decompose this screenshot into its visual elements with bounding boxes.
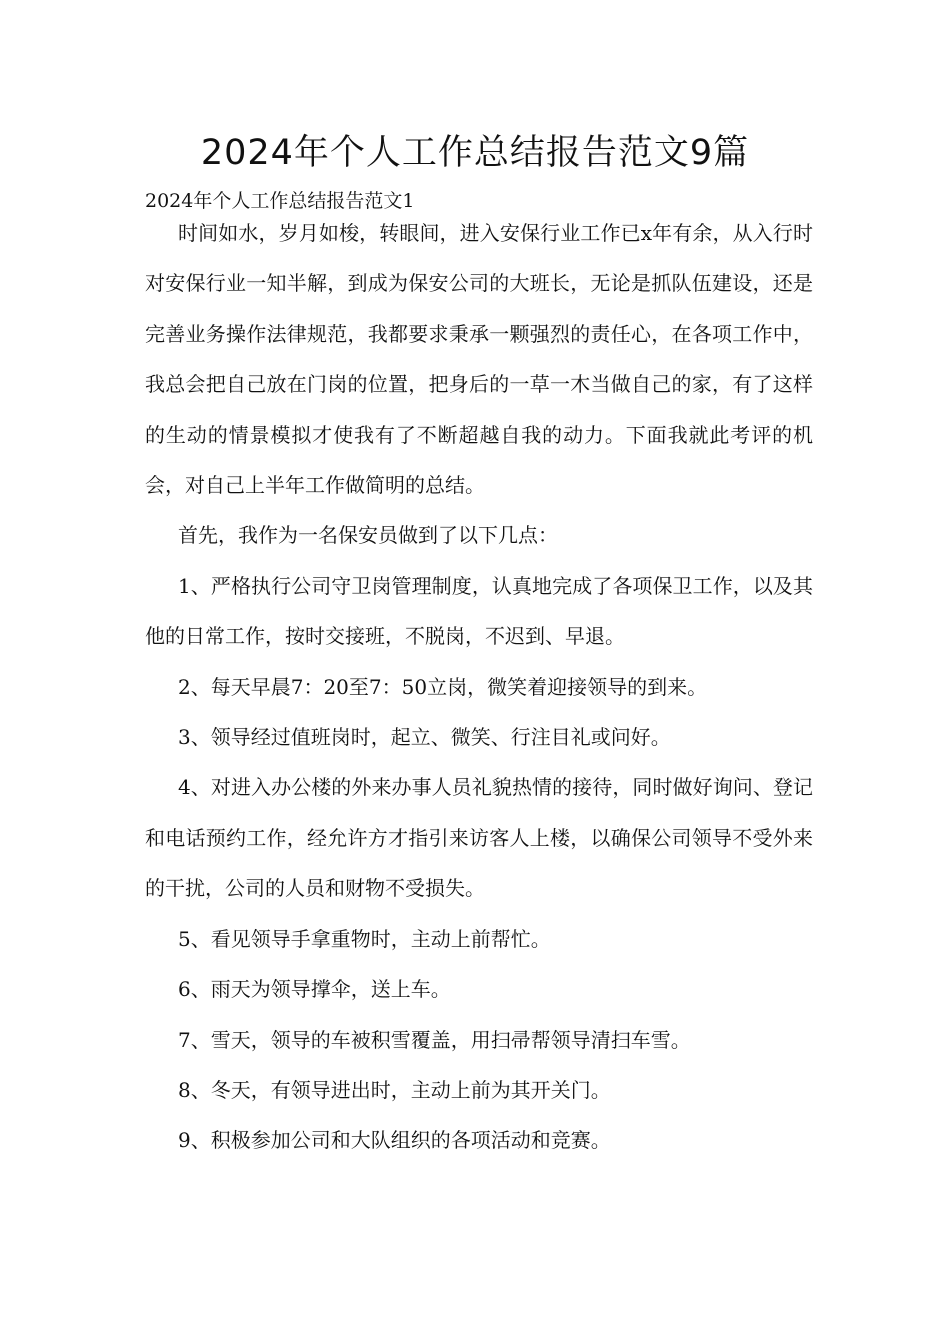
paragraph-list-intro: 首先，我作为一名保安员做到了以下几点： xyxy=(178,523,558,548)
list-item-1: 1、严格执行公司守卫岗管理制度，认真地完成了各项保卫工作，以及其他的日常工作，按时交接班，不脱岗，不迟到、早退。 xyxy=(145,573,813,649)
list-item-5: 5、看见领导手拿重物时，主动上前帮忙。 xyxy=(178,926,551,951)
list-item-7: 7、雪天，领导的车被积雪覆盖，用扫帚帮领导清扫车雪。 xyxy=(178,1027,691,1052)
document-body xyxy=(145,208,813,1166)
list-item-2: 2、每天早晨7：20至7：50立岗，微笑着迎接领导的到来。 xyxy=(178,674,708,699)
section-heading: 2024年个人工作总结报告范文1 xyxy=(145,190,415,212)
list-item-9: 9、积极参加公司和大队组织的各项活动和竞赛。 xyxy=(178,1128,611,1153)
list-item-6: 6、雨天为领导撑伞，送上车。 xyxy=(178,977,451,1002)
list-item-3: 3、领导经过值班岗时，起立、微笑、行注目礼或问好。 xyxy=(178,725,671,750)
document-title: 2024年个人工作总结报告范文9篇 xyxy=(200,133,750,173)
paragraph-intro: 时间如水，岁月如梭，转眼间，进入安保行业工作已x年有余，从入行时对安保行业一知半解，到成为保安公司的大班长，无论是抓队伍建设，还是完善业务操作法律规范，我都要求秉承一颗强烈的责任心，在各项工作中，我总会把自己放在门岗的位置，把身后的一草一木当做自己的家，有了这样的生动的情景模拟才使我有了不断超越自我的动力。下面我就此考评的机会，对自己上半年工作做简明的总结。 xyxy=(145,221,813,498)
list-item-4: 4、对进入办公楼的外来办事人员礼貌热情的接待，同时做好询问、登记和电话预约工作，经允许方才指引来访客人上楼，以确保公司领导不受外来的干扰，公司的人员和财物不受损失。 xyxy=(145,775,813,901)
list-item-8: 8、冬天，有领导进出时，主动上前为其开关门。 xyxy=(178,1077,611,1102)
